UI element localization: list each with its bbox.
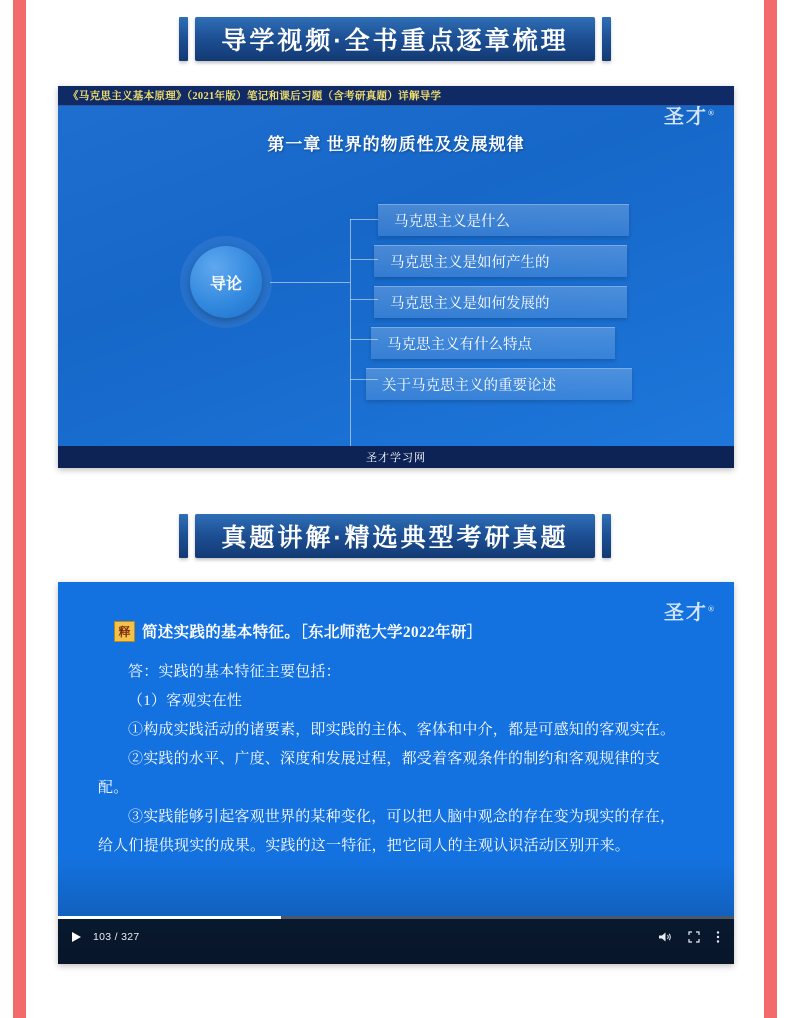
question-badge-icon: 释 xyxy=(114,621,135,642)
answer-line: 答：实践的基本特征主要包括： xyxy=(128,664,341,680)
page-content xyxy=(34,0,756,1018)
mindmap-branch-item: 马克思主义是什么 xyxy=(378,204,629,236)
banner-title-1: 导学视频·全书重点逐章梳理 xyxy=(221,27,569,55)
volume-icon[interactable] xyxy=(658,931,672,943)
question-text: 简述实践的基本特征。［东北师范大学2022年研］ xyxy=(142,624,483,641)
banner-tick-left xyxy=(179,514,188,558)
question-line xyxy=(114,620,482,642)
video-control-bar xyxy=(58,916,734,964)
answer-body xyxy=(98,658,688,861)
banner-body-1 xyxy=(195,17,594,61)
decorative-right-bar xyxy=(764,0,777,1018)
section-banner-2 xyxy=(34,514,756,558)
video-time-label: 103 / 327 xyxy=(93,931,140,943)
video-controls-right xyxy=(658,930,720,944)
watermark-text: 圣才 xyxy=(664,106,709,128)
mindmap-branch-item: 马克思主义是如何产生的 xyxy=(374,245,627,277)
watermark-registered-mark: ® xyxy=(708,604,716,614)
mindmap-header-text: 《马克思主义基本原理》（2021年版）笔记和课后习题（含考研真题）详解导学 xyxy=(68,91,442,102)
decorative-left-bar xyxy=(13,0,26,1018)
video-controls-row xyxy=(72,930,720,944)
watermark-text: 圣才 xyxy=(664,602,709,624)
page-left-margin xyxy=(0,0,13,1018)
mindmap-branch-list xyxy=(326,204,626,409)
more-options-icon[interactable] xyxy=(716,930,720,944)
banner-tick-right xyxy=(602,514,611,558)
mindmap-header-bar xyxy=(58,86,734,106)
mindmap-branch-item: 关于马克思主义的重要论述 xyxy=(366,368,632,400)
mindmap-center-node xyxy=(190,246,262,318)
answer-line: （1）客观实在性 xyxy=(128,693,243,709)
video-progress-fill xyxy=(58,916,281,919)
banner-tick-left xyxy=(179,17,188,61)
mindmap-footer-text: 圣才学习网 xyxy=(366,452,426,464)
banner-title-2: 真题讲解·精选典型考研真题 xyxy=(221,524,569,552)
video-controls-left xyxy=(72,931,140,943)
section-banner-1 xyxy=(34,17,756,61)
fullscreen-icon[interactable] xyxy=(688,931,700,943)
video-slide xyxy=(58,582,734,964)
video-progress-bar[interactable] xyxy=(58,916,734,919)
mindmap-branch-item: 马克思主义有什么特点 xyxy=(371,327,615,359)
mindmap-footer-bar xyxy=(58,446,734,468)
page-right-margin xyxy=(777,0,790,1018)
mindmap-title: 第一章 世界的物质性及发展规律 xyxy=(267,135,525,154)
answer-line: ②实践的水平、广度、深度和发展过程，都受着客观条件的制约和客观规律的支配。 xyxy=(98,751,661,796)
watermark-logo xyxy=(664,100,716,129)
play-icon[interactable] xyxy=(72,932,81,942)
answer-line: ③实践能够引起客观世界的某种变化，可以把人脑中观念的存在变为现实的存在，给人们提供现实的成果。实践的这一特征，把它同人的主观认识活动区别开来。 xyxy=(98,809,676,854)
mindmap-center-node-label: 导论 xyxy=(209,275,242,293)
banner-tick-right xyxy=(602,17,611,61)
watermark-logo xyxy=(664,596,716,625)
answer-line: ①构成实践活动的诸要素，即实践的主体、客体和中介，都是可感知的客观实在。 xyxy=(128,722,676,738)
watermark-registered-mark: ® xyxy=(708,108,716,118)
mindmap-branch-item: 马克思主义是如何发展的 xyxy=(374,286,627,318)
banner-body-2 xyxy=(195,514,594,558)
mindmap-slide xyxy=(58,86,734,468)
